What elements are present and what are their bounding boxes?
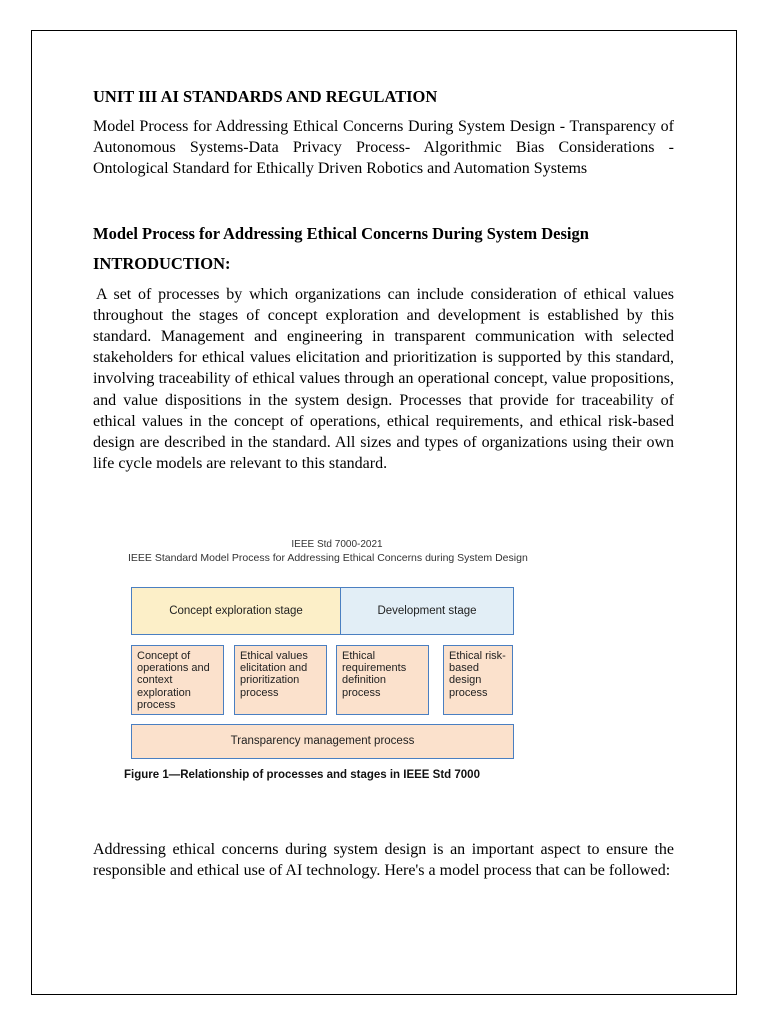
- process-values-elicitation: Ethical values elicitation and prioritization process: [234, 645, 327, 715]
- intro-heading: INTRODUCTION:: [93, 253, 231, 273]
- closing-section: [93, 839, 674, 881]
- process-concept-operations: Concept of operations and context exploration process: [131, 645, 224, 715]
- process-requirements-definition: Ethical requirements definition process: [336, 645, 429, 715]
- stage-development: Development stage: [340, 587, 514, 635]
- figure-subtitle: IEEE Standard Model Process for Addressing Ethical Concerns during System Design: [128, 552, 528, 564]
- unit-topics: Model Process for Addressing Ethical Concerns During System Design - Transparency of Autonomous Systems-Data Privacy Process- Algorithmic Bias Considerations - Ontological Standard for Ethically Driven Robotics and Automation Systems: [93, 118, 674, 178]
- stage-concept-exploration: Concept exploration stage: [131, 587, 341, 635]
- process-transparency-management: Transparency management process: [131, 724, 514, 759]
- intro-paragraph: A set of processes by which organizations can include consideration of ethical values throughout the stages of concept exploration and development is established by this standard. Management and engineering in transparent communication with selected stakeholders for ethical values elicitation and prioritization is supported by this standard, involving traceability of ethical values through an operational concept, value propositions, and value dispositions in the system design. Processes that provide for traceability of ethical values in the concept of operations, ethical requirements, and ethical risk-based design are described in the standard. All sizes and types of organizations using their own life cycle models are relevant to this standard.: [93, 285, 674, 473]
- unit-title: UNIT III AI STANDARDS AND REGULATION: [93, 87, 438, 106]
- closing-paragraph: Addressing ethical concerns during system design is an important aspect to ensure the responsible and ethical use of AI technology. Here's a model process that can be followed:: [93, 841, 674, 880]
- process-risk-based-design: Ethical risk-based design process: [443, 645, 513, 715]
- ieee-process-figure: [122, 537, 528, 787]
- section-heading: Model Process for Addressing Ethical Concerns During System Design: [93, 223, 589, 243]
- document-body: [93, 86, 674, 474]
- figure-caption: Figure 1—Relationship of processes and stages in IEEE Std 7000: [124, 769, 480, 781]
- figure-std-label: IEEE Std 7000-2021: [291, 539, 383, 550]
